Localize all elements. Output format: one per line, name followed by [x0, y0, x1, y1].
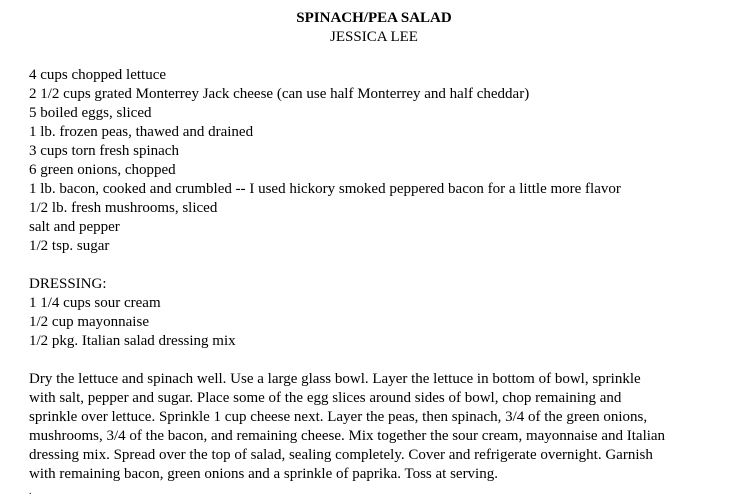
instructions-line: with remaining bacon, green onions and a sprinkle of paprika. Toss at serving.: [29, 466, 498, 482]
ingredient-item: 2 1/2 cups grated Monterrey Jack cheese (can use half Monterrey and half cheddar): [29, 86, 530, 102]
ingredient-item: 1/2 lb. fresh mushrooms, sliced: [29, 200, 218, 216]
recipe-page: [29, 9, 729, 484]
instructions-line: Dry the lettuce and spinach well. Use a large glass bowl. Layer the lettuce in bottom of bowl, sprinkle: [29, 371, 641, 387]
recipe-author: JESSICA LEE: [330, 29, 418, 45]
ingredient-item: 6 green onions, chopped: [29, 162, 176, 178]
ingredients-list: [29, 66, 729, 256]
instructions-line: sprinkle over lettuce. Sprinkle 1 cup cheese next. Layer the peas, then spinach, 3/4 of the green onions,: [29, 409, 648, 425]
dressing-item: 1/2 pkg. Italian salad dressing mix: [29, 333, 236, 349]
recipe-title: SPINACH/PEA SALAD: [296, 10, 452, 26]
dressing-item: 1 1/4 cups sour cream: [29, 295, 161, 311]
ingredient-item: 5 boiled eggs, sliced: [29, 105, 152, 121]
ingredient-item: 3 cups torn fresh spinach: [29, 143, 179, 159]
recipe-header: [29, 9, 719, 47]
dressing-section: [29, 275, 729, 351]
trailing-mark: .: [29, 486, 32, 497]
instructions-line: with salt, pepper and sugar. Place some of the egg slices around sides of bowl, chop remaining and: [29, 390, 622, 406]
ingredient-item: 1/2 tsp. sugar: [29, 238, 110, 254]
instructions-line: dressing mix. Spread over the top of salad, sealing completely. Cover and refrigerate overnight. Garnish: [29, 447, 653, 463]
dressing-heading: DRESSING:: [29, 276, 107, 292]
instructions-paragraph: [29, 370, 721, 484]
dressing-item: 1/2 cup mayonnaise: [29, 314, 149, 330]
instructions-line: mushrooms, 3/4 of the bacon, and remaining cheese. Mix together the sour cream, mayonnaise and Italian: [29, 428, 666, 444]
ingredient-item: salt and pepper: [29, 219, 120, 235]
ingredient-item: 1 lb. frozen peas, thawed and drained: [29, 124, 254, 140]
ingredient-item: 4 cups chopped lettuce: [29, 67, 167, 83]
ingredient-item: 1 lb. bacon, cooked and crumbled -- I used hickory smoked peppered bacon for a little more flavor: [29, 181, 621, 197]
